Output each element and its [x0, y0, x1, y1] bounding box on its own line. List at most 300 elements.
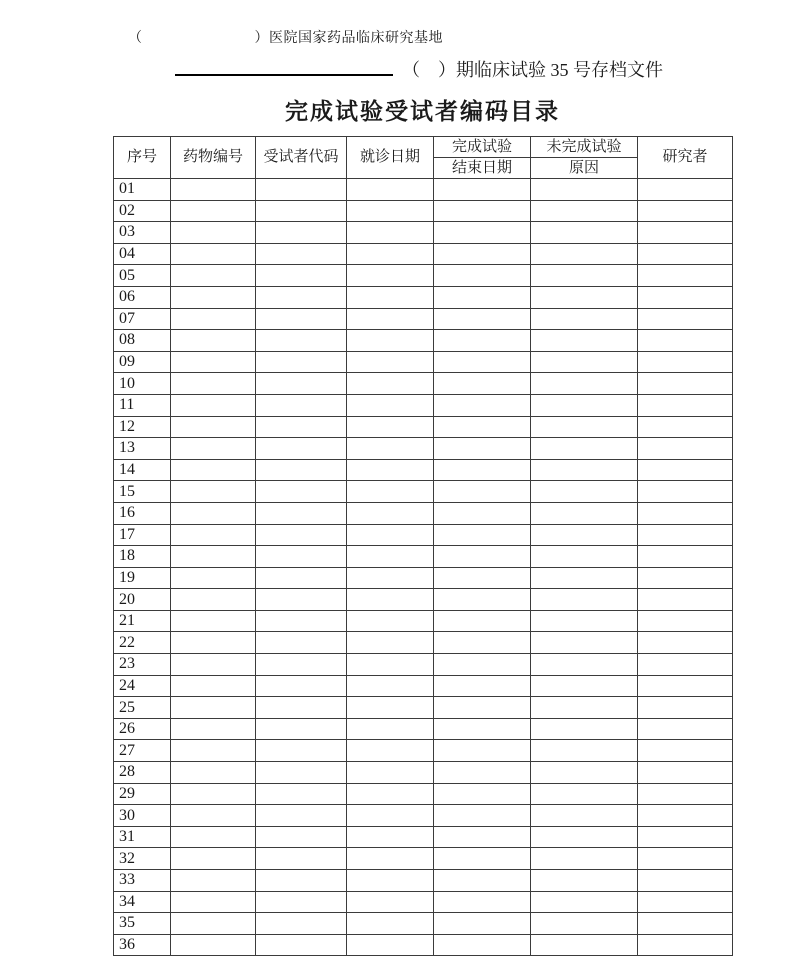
- empty-cell: [347, 654, 434, 676]
- empty-cell: [171, 913, 256, 935]
- row-seq-cell: 23: [114, 654, 171, 676]
- table-row: [114, 632, 733, 654]
- empty-cell: [531, 308, 638, 330]
- empty-cell: [256, 459, 347, 481]
- empty-cell: [434, 524, 531, 546]
- table-header: [114, 137, 733, 179]
- empty-cell: [434, 438, 531, 460]
- table-row: [114, 308, 733, 330]
- table-row: [114, 481, 733, 503]
- row-seq-cell: 16: [114, 502, 171, 524]
- empty-cell: [434, 783, 531, 805]
- row-seq-cell: 32: [114, 848, 171, 870]
- empty-cell: [434, 567, 531, 589]
- empty-cell: [638, 200, 733, 222]
- empty-cell: [531, 286, 638, 308]
- empty-cell: [434, 848, 531, 870]
- empty-cell: [171, 200, 256, 222]
- empty-cell: [434, 718, 531, 740]
- table-row: [114, 848, 733, 870]
- col-header-drug-no: 药物编号: [171, 137, 256, 179]
- empty-cell: [531, 848, 638, 870]
- empty-cell: [171, 351, 256, 373]
- empty-cell: [434, 179, 531, 201]
- table-row: [114, 675, 733, 697]
- empty-cell: [531, 265, 638, 287]
- row-seq-cell: 26: [114, 718, 171, 740]
- empty-cell: [347, 783, 434, 805]
- empty-cell: [638, 481, 733, 503]
- empty-cell: [434, 913, 531, 935]
- empty-cell: [531, 567, 638, 589]
- empty-cell: [531, 394, 638, 416]
- empty-cell: [531, 373, 638, 395]
- empty-cell: [256, 697, 347, 719]
- empty-cell: [531, 913, 638, 935]
- table-row: [114, 805, 733, 827]
- empty-cell: [638, 697, 733, 719]
- empty-cell: [171, 243, 256, 265]
- empty-cell: [171, 567, 256, 589]
- empty-cell: [347, 632, 434, 654]
- empty-cell: [171, 179, 256, 201]
- empty-cell: [347, 438, 434, 460]
- empty-cell: [531, 438, 638, 460]
- row-seq-cell: 36: [114, 934, 171, 956]
- empty-cell: [347, 502, 434, 524]
- empty-cell: [256, 330, 347, 352]
- table-row: [114, 286, 733, 308]
- empty-cell: [434, 891, 531, 913]
- table-row: [114, 913, 733, 935]
- empty-cell: [347, 546, 434, 568]
- empty-cell: [638, 567, 733, 589]
- row-seq-cell: 03: [114, 222, 171, 244]
- empty-cell: [347, 416, 434, 438]
- empty-cell: [638, 351, 733, 373]
- row-seq-cell: 15: [114, 481, 171, 503]
- empty-cell: [531, 675, 638, 697]
- empty-cell: [434, 416, 531, 438]
- empty-cell: [638, 502, 733, 524]
- empty-cell: [434, 805, 531, 827]
- empty-cell: [434, 826, 531, 848]
- empty-cell: [531, 351, 638, 373]
- table-row: [114, 373, 733, 395]
- empty-cell: [256, 286, 347, 308]
- empty-cell: [347, 330, 434, 352]
- empty-cell: [638, 394, 733, 416]
- empty-cell: [347, 870, 434, 892]
- empty-cell: [434, 546, 531, 568]
- row-seq-cell: 02: [114, 200, 171, 222]
- empty-cell: [347, 243, 434, 265]
- empty-cell: [171, 524, 256, 546]
- empty-cell: [171, 718, 256, 740]
- empty-cell: [638, 330, 733, 352]
- empty-cell: [531, 891, 638, 913]
- table-row: [114, 697, 733, 719]
- empty-cell: [531, 805, 638, 827]
- empty-cell: [347, 610, 434, 632]
- empty-cell: [638, 308, 733, 330]
- empty-cell: [347, 740, 434, 762]
- empty-cell: [638, 222, 733, 244]
- empty-cell: [171, 654, 256, 676]
- row-seq-cell: 19: [114, 567, 171, 589]
- trial-name-blank-underline: [175, 56, 393, 76]
- empty-cell: [434, 243, 531, 265]
- row-seq-cell: 22: [114, 632, 171, 654]
- table-row: [114, 222, 733, 244]
- archive-file-line: [175, 56, 663, 82]
- empty-cell: [347, 524, 434, 546]
- table-row: [114, 567, 733, 589]
- empty-cell: [434, 459, 531, 481]
- empty-cell: [256, 870, 347, 892]
- empty-cell: [256, 351, 347, 373]
- empty-cell: [531, 459, 638, 481]
- col-header-seq: 序号: [114, 137, 171, 179]
- row-seq-cell: 06: [114, 286, 171, 308]
- table-header-row-top: [114, 137, 733, 158]
- empty-cell: [638, 718, 733, 740]
- empty-cell: [531, 654, 638, 676]
- empty-cell: [638, 589, 733, 611]
- empty-cell: [256, 200, 347, 222]
- table-row: [114, 610, 733, 632]
- empty-cell: [531, 546, 638, 568]
- title-container: [113, 93, 732, 126]
- empty-cell: [434, 740, 531, 762]
- empty-cell: [434, 502, 531, 524]
- empty-cell: [256, 222, 347, 244]
- empty-cell: [531, 610, 638, 632]
- table-row: [114, 546, 733, 568]
- empty-cell: [256, 567, 347, 589]
- table-row: [114, 394, 733, 416]
- empty-cell: [171, 870, 256, 892]
- empty-cell: [256, 848, 347, 870]
- col-header-completed-trial: 完成试验: [434, 137, 531, 158]
- empty-cell: [347, 762, 434, 784]
- table-row: [114, 891, 733, 913]
- empty-cell: [171, 740, 256, 762]
- row-seq-cell: 21: [114, 610, 171, 632]
- empty-cell: [434, 870, 531, 892]
- institution-line: [128, 27, 443, 47]
- empty-cell: [256, 243, 347, 265]
- empty-cell: [434, 762, 531, 784]
- empty-cell: [171, 934, 256, 956]
- empty-cell: [347, 222, 434, 244]
- institution-open-paren: （: [128, 31, 143, 46]
- empty-cell: [638, 913, 733, 935]
- subject-code-table: [113, 136, 733, 956]
- empty-cell: [347, 805, 434, 827]
- empty-cell: [531, 697, 638, 719]
- empty-cell: [171, 286, 256, 308]
- row-seq-cell: 01: [114, 179, 171, 201]
- empty-cell: [531, 718, 638, 740]
- empty-cell: [434, 200, 531, 222]
- empty-cell: [171, 610, 256, 632]
- empty-cell: [347, 459, 434, 481]
- empty-cell: [434, 373, 531, 395]
- empty-cell: [347, 589, 434, 611]
- row-seq-cell: 25: [114, 697, 171, 719]
- table-row: [114, 934, 733, 956]
- empty-cell: [347, 179, 434, 201]
- col-header-reason: 原因: [531, 158, 638, 179]
- col-header-end-date: 结束日期: [434, 158, 531, 179]
- table-row: [114, 740, 733, 762]
- empty-cell: [256, 762, 347, 784]
- empty-cell: [531, 502, 638, 524]
- table-row: [114, 179, 733, 201]
- empty-cell: [638, 783, 733, 805]
- empty-cell: [171, 416, 256, 438]
- empty-cell: [256, 805, 347, 827]
- empty-cell: [434, 330, 531, 352]
- table-row: [114, 265, 733, 287]
- table-row: [114, 459, 733, 481]
- empty-cell: [531, 524, 638, 546]
- table-row: [114, 330, 733, 352]
- empty-cell: [638, 654, 733, 676]
- empty-cell: [638, 546, 733, 568]
- row-seq-cell: 24: [114, 675, 171, 697]
- archive-file-text: （ ）期临床试验 35 号存档文件: [402, 60, 663, 80]
- empty-cell: [638, 632, 733, 654]
- empty-cell: [434, 934, 531, 956]
- empty-cell: [347, 934, 434, 956]
- empty-cell: [434, 286, 531, 308]
- empty-cell: [171, 697, 256, 719]
- empty-cell: [256, 632, 347, 654]
- empty-cell: [347, 826, 434, 848]
- subject-code-table-container: [113, 136, 733, 956]
- table-body: [114, 179, 733, 956]
- table-row: [114, 762, 733, 784]
- empty-cell: [171, 848, 256, 870]
- empty-cell: [531, 783, 638, 805]
- row-seq-cell: 27: [114, 740, 171, 762]
- row-seq-cell: 17: [114, 524, 171, 546]
- col-header-researcher: 研究者: [638, 137, 733, 179]
- empty-cell: [531, 826, 638, 848]
- empty-cell: [347, 308, 434, 330]
- empty-cell: [256, 179, 347, 201]
- empty-cell: [347, 394, 434, 416]
- table-row: [114, 783, 733, 805]
- empty-cell: [638, 740, 733, 762]
- row-seq-cell: 14: [114, 459, 171, 481]
- empty-cell: [256, 826, 347, 848]
- empty-cell: [434, 222, 531, 244]
- empty-cell: [434, 697, 531, 719]
- empty-cell: [347, 481, 434, 503]
- empty-cell: [531, 200, 638, 222]
- empty-cell: [256, 654, 347, 676]
- empty-cell: [347, 373, 434, 395]
- empty-cell: [171, 805, 256, 827]
- empty-cell: [256, 934, 347, 956]
- empty-cell: [256, 502, 347, 524]
- institution-name-text: ）医院国家药品临床研究基地: [254, 31, 443, 46]
- empty-cell: [171, 589, 256, 611]
- empty-cell: [434, 265, 531, 287]
- empty-cell: [531, 243, 638, 265]
- empty-cell: [171, 762, 256, 784]
- empty-cell: [531, 632, 638, 654]
- empty-cell: [434, 675, 531, 697]
- empty-cell: [531, 416, 638, 438]
- empty-cell: [256, 675, 347, 697]
- table-row: [114, 718, 733, 740]
- empty-cell: [171, 373, 256, 395]
- empty-cell: [434, 481, 531, 503]
- empty-cell: [171, 438, 256, 460]
- empty-cell: [347, 718, 434, 740]
- empty-cell: [347, 697, 434, 719]
- empty-cell: [171, 783, 256, 805]
- empty-cell: [171, 675, 256, 697]
- empty-cell: [256, 589, 347, 611]
- row-seq-cell: 18: [114, 546, 171, 568]
- row-seq-cell: 30: [114, 805, 171, 827]
- row-seq-cell: 08: [114, 330, 171, 352]
- row-seq-cell: 12: [114, 416, 171, 438]
- empty-cell: [638, 416, 733, 438]
- row-seq-cell: 09: [114, 351, 171, 373]
- empty-cell: [347, 675, 434, 697]
- table-row: [114, 870, 733, 892]
- empty-cell: [638, 891, 733, 913]
- empty-cell: [434, 308, 531, 330]
- table-row: [114, 654, 733, 676]
- empty-cell: [171, 481, 256, 503]
- empty-cell: [638, 459, 733, 481]
- empty-cell: [531, 330, 638, 352]
- empty-cell: [256, 913, 347, 935]
- empty-cell: [531, 740, 638, 762]
- empty-cell: [638, 610, 733, 632]
- empty-cell: [171, 891, 256, 913]
- empty-cell: [531, 589, 638, 611]
- table-row: [114, 243, 733, 265]
- empty-cell: [531, 934, 638, 956]
- row-seq-cell: 13: [114, 438, 171, 460]
- table-row: [114, 524, 733, 546]
- page-title: 完成试验受试者编码目录: [285, 99, 560, 124]
- table-row: [114, 351, 733, 373]
- empty-cell: [434, 654, 531, 676]
- empty-cell: [256, 546, 347, 568]
- empty-cell: [347, 913, 434, 935]
- row-seq-cell: 33: [114, 870, 171, 892]
- empty-cell: [347, 351, 434, 373]
- empty-cell: [171, 632, 256, 654]
- empty-cell: [434, 589, 531, 611]
- empty-cell: [638, 870, 733, 892]
- empty-cell: [256, 524, 347, 546]
- empty-cell: [531, 222, 638, 244]
- table-row: [114, 438, 733, 460]
- empty-cell: [434, 351, 531, 373]
- table-row: [114, 416, 733, 438]
- empty-cell: [256, 783, 347, 805]
- empty-cell: [434, 394, 531, 416]
- empty-cell: [256, 740, 347, 762]
- empty-cell: [256, 308, 347, 330]
- table-row: [114, 826, 733, 848]
- empty-cell: [638, 286, 733, 308]
- empty-cell: [256, 718, 347, 740]
- empty-cell: [638, 265, 733, 287]
- empty-cell: [256, 416, 347, 438]
- empty-cell: [256, 373, 347, 395]
- empty-cell: [434, 610, 531, 632]
- row-seq-cell: 29: [114, 783, 171, 805]
- table-row: [114, 502, 733, 524]
- empty-cell: [171, 265, 256, 287]
- empty-cell: [347, 891, 434, 913]
- col-header-visit-date: 就诊日期: [347, 137, 434, 179]
- empty-cell: [531, 481, 638, 503]
- table-row: [114, 200, 733, 222]
- row-seq-cell: 04: [114, 243, 171, 265]
- col-header-subject-code: 受试者代码: [256, 137, 347, 179]
- empty-cell: [638, 805, 733, 827]
- row-seq-cell: 20: [114, 589, 171, 611]
- empty-cell: [638, 179, 733, 201]
- row-seq-cell: 10: [114, 373, 171, 395]
- empty-cell: [171, 222, 256, 244]
- empty-cell: [531, 762, 638, 784]
- empty-cell: [531, 870, 638, 892]
- empty-cell: [347, 200, 434, 222]
- row-seq-cell: 31: [114, 826, 171, 848]
- empty-cell: [171, 826, 256, 848]
- empty-cell: [638, 826, 733, 848]
- empty-cell: [638, 675, 733, 697]
- empty-cell: [638, 934, 733, 956]
- empty-cell: [347, 567, 434, 589]
- row-seq-cell: 07: [114, 308, 171, 330]
- empty-cell: [171, 546, 256, 568]
- empty-cell: [256, 438, 347, 460]
- row-seq-cell: 11: [114, 394, 171, 416]
- empty-cell: [256, 394, 347, 416]
- empty-cell: [638, 373, 733, 395]
- empty-cell: [347, 848, 434, 870]
- col-header-uncompleted-trial: 未完成试验: [531, 137, 638, 158]
- empty-cell: [638, 438, 733, 460]
- empty-cell: [171, 394, 256, 416]
- empty-cell: [256, 891, 347, 913]
- empty-cell: [638, 243, 733, 265]
- empty-cell: [171, 330, 256, 352]
- row-seq-cell: 28: [114, 762, 171, 784]
- empty-cell: [638, 848, 733, 870]
- row-seq-cell: 35: [114, 913, 171, 935]
- row-seq-cell: 05: [114, 265, 171, 287]
- empty-cell: [256, 610, 347, 632]
- empty-cell: [531, 179, 638, 201]
- empty-cell: [347, 265, 434, 287]
- empty-cell: [638, 762, 733, 784]
